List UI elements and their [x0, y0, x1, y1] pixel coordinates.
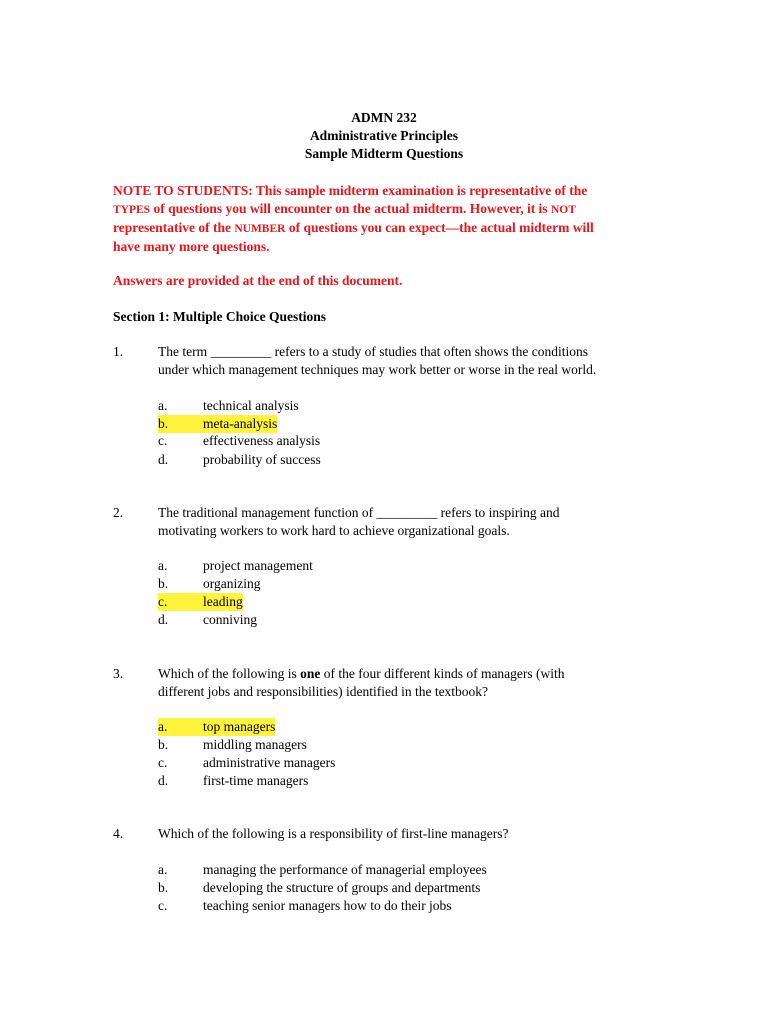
option-letter: b.: [158, 416, 169, 431]
option-text: managing the performance of managerial employees: [203, 862, 487, 877]
section-heading: Section 1: Multiple Choice Questions: [113, 309, 326, 324]
note-line-1: NOTE TO STUDENTS: This sample midterm examination is representative of the: [113, 183, 588, 198]
note-line-4: have many more questions.: [113, 239, 270, 254]
option-text: effectiveness analysis: [203, 433, 321, 448]
course-code: ADMN 232: [351, 110, 417, 125]
question-line: under which management techniques may work better or worse in the real world.: [158, 362, 597, 377]
option-text: probability of success: [203, 452, 321, 467]
option-text: conniving: [203, 612, 257, 627]
answer-option: [158, 451, 321, 469]
option-letter: c.: [158, 898, 168, 913]
option-letter: d.: [158, 612, 169, 627]
question-line: different jobs and responsibilities) identified in the textbook?: [158, 684, 489, 699]
answer-option-highlighted: [158, 718, 275, 736]
option-letter: b.: [158, 880, 169, 895]
answer-option: [158, 897, 452, 915]
option-letter: b.: [158, 576, 169, 591]
note-line-3: representative of the: [113, 220, 235, 235]
answer-option: [158, 772, 308, 790]
option-text: teaching senior managers how to do their jobs: [203, 898, 452, 913]
document-title: Sample Midterm Questions: [304, 146, 464, 161]
question-number: 2.: [113, 505, 124, 520]
option-letter: a.: [158, 558, 168, 573]
option-letter: a.: [158, 719, 168, 734]
option-text: top managers: [203, 719, 276, 734]
option-text: meta-analysis: [203, 416, 278, 431]
option-letter: c.: [158, 433, 168, 448]
note-line-2: of questions you will encounter on the actual midterm. However, it is: [150, 201, 551, 216]
option-text: developing the structure of groups and departments: [203, 880, 481, 895]
note-types-word: TYPES: [113, 204, 151, 216]
answer-option: [158, 754, 335, 772]
option-text: administrative managers: [203, 755, 336, 770]
option-letter: d.: [158, 773, 169, 788]
question-line: motivating workers to work hard to achieve organizational goals.: [158, 523, 510, 538]
question-number: 3.: [113, 666, 124, 681]
emphasized-word: one: [300, 666, 321, 681]
question-number: 4.: [113, 826, 124, 841]
answer-option: [158, 557, 313, 575]
question-text: [158, 825, 668, 843]
answer-option: [158, 611, 257, 629]
question-line-part: of the four different kinds of managers (with: [320, 666, 565, 681]
question-number: 1.: [113, 344, 124, 359]
option-text: leading: [203, 594, 243, 609]
note-number-word: NUMBER: [234, 223, 286, 235]
answer-option: [158, 397, 299, 415]
option-letter: c.: [158, 594, 168, 609]
answer-option: [158, 575, 261, 593]
option-letter: c.: [158, 755, 168, 770]
answer-option: [158, 879, 480, 897]
option-letter: b.: [158, 737, 169, 752]
answer-option: [158, 432, 320, 450]
document-header: [0, 109, 768, 163]
note-line-3b: of questions you can expect—the actual midterm will: [285, 220, 594, 235]
question-line: Which of the following is a responsibility of first-line managers?: [158, 826, 509, 841]
answer-option: [158, 736, 307, 754]
question-line-part: Which of the following is: [158, 666, 301, 681]
course-name: Administrative Principles: [309, 128, 459, 143]
question-text: [158, 504, 668, 540]
answer-option-highlighted: [158, 415, 277, 433]
note-to-students: [113, 182, 673, 256]
option-text: middling managers: [203, 737, 307, 752]
option-text: first-time managers: [203, 773, 309, 788]
option-letter: a.: [158, 862, 168, 877]
question-line: [158, 665, 668, 683]
option-letter: a.: [158, 398, 168, 413]
answers-note: Answers are provided at the end of this document.: [113, 273, 403, 288]
option-text: technical analysis: [203, 398, 299, 413]
question-text: [158, 665, 668, 701]
option-text: organizing: [203, 576, 261, 591]
answer-option: [158, 861, 487, 879]
question-text: [158, 343, 668, 379]
option-text: project management: [203, 558, 313, 573]
question-line: The traditional management function of _________ refers to inspiring and: [158, 505, 560, 520]
answer-option-highlighted: [158, 593, 243, 611]
question-line: The term _________ refers to a study of studies that often shows the conditions: [158, 344, 589, 359]
option-letter: d.: [158, 452, 169, 467]
note-not-word: NOT: [550, 204, 576, 216]
